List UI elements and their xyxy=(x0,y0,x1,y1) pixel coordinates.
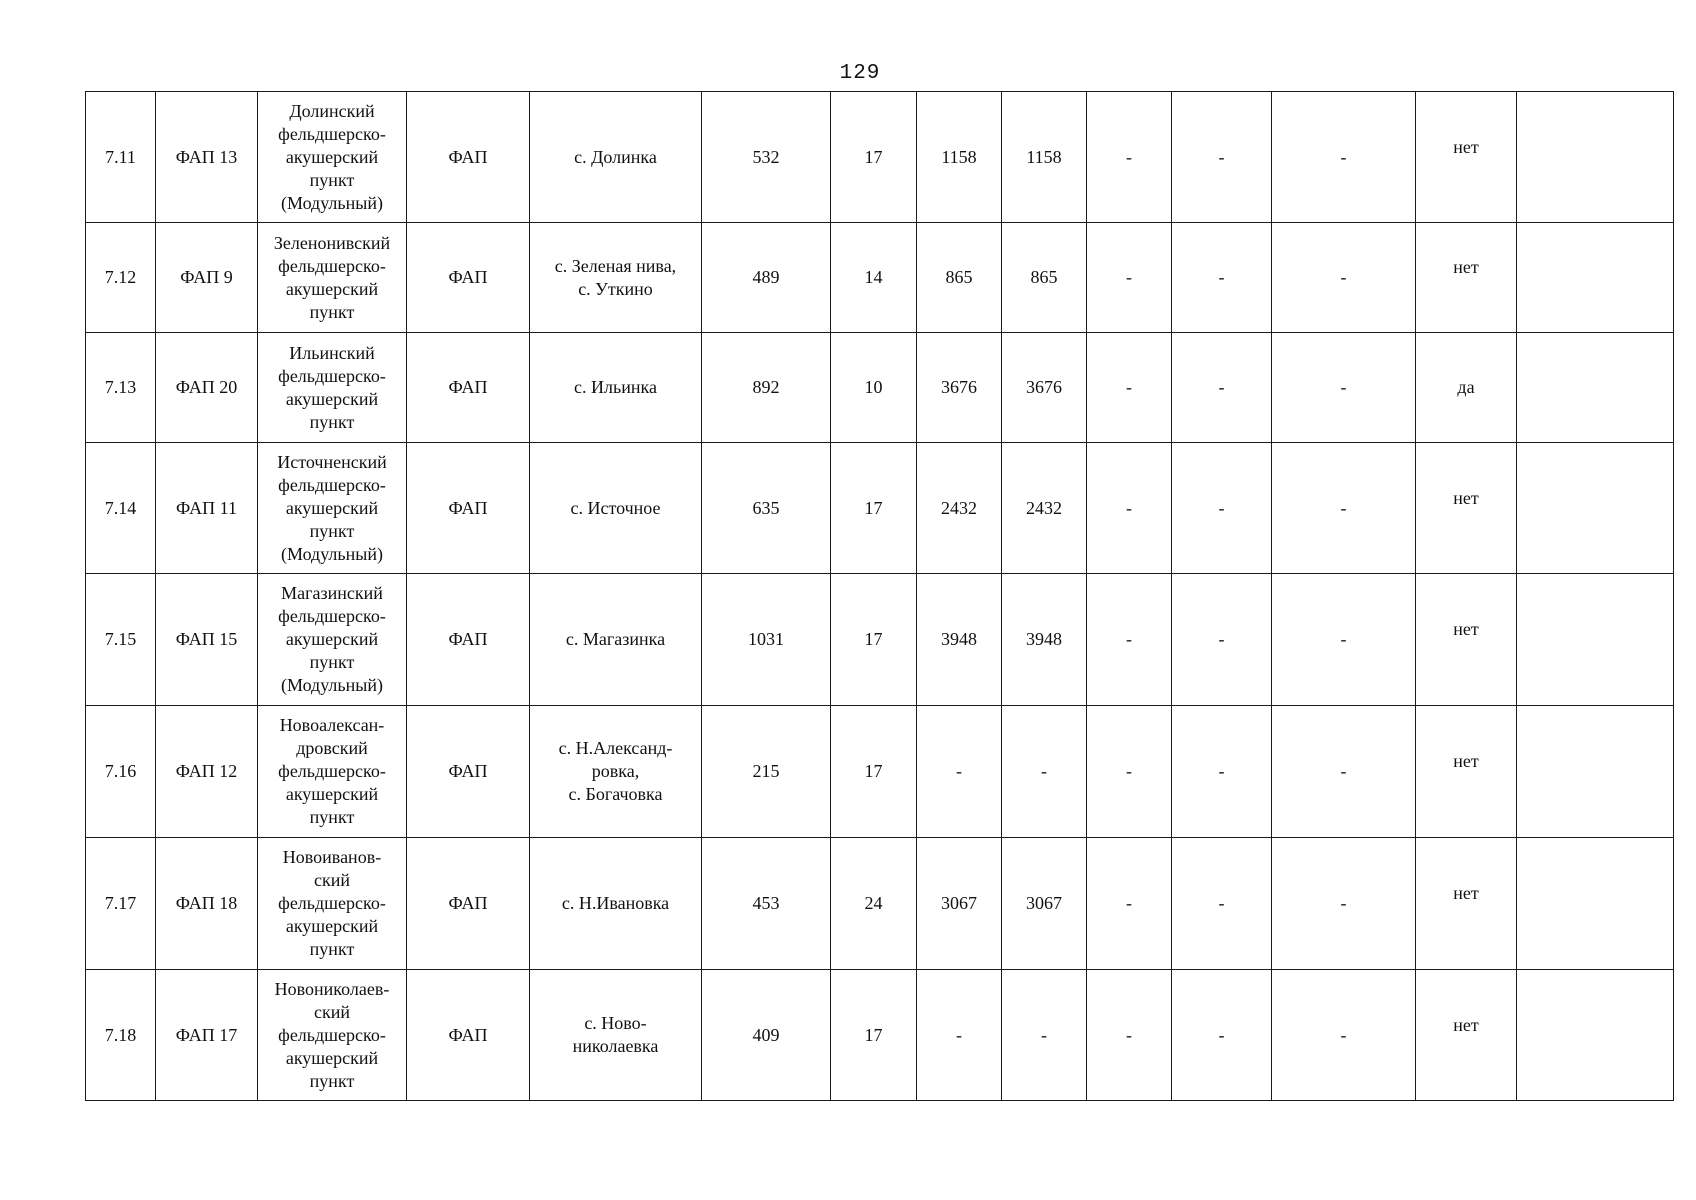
value-2-cell-text: 865 xyxy=(1030,267,1058,287)
value-4-cell xyxy=(1172,574,1272,706)
note-cell xyxy=(1517,706,1674,838)
locality-cell-line: с. Ново- xyxy=(584,1013,647,1033)
table-row xyxy=(86,333,1674,443)
value-3-cell xyxy=(1087,92,1172,223)
population-cell-text: 215 xyxy=(752,761,780,781)
facility-name-cell-line: акушерский xyxy=(285,497,379,518)
facility-type-cell xyxy=(407,92,530,223)
flag-cell-text: нет xyxy=(1453,619,1479,639)
value-4-cell xyxy=(1172,223,1272,333)
table-row xyxy=(86,443,1674,574)
population-cell xyxy=(702,838,831,970)
facility-code-cell xyxy=(156,92,258,223)
value-4-cell-text: - xyxy=(1218,267,1225,287)
facility-name-cell-line: акушерский xyxy=(285,916,379,936)
value-3-cell xyxy=(1087,333,1172,443)
locality-cell-line: с. Уткино xyxy=(578,278,653,299)
value-2-cell xyxy=(1002,970,1087,1101)
flag-cell-text: нет xyxy=(1453,136,1479,157)
facility-type-cell-text: ФАП xyxy=(448,377,488,397)
facility-type-cell xyxy=(407,333,530,443)
flag-cell xyxy=(1416,223,1517,333)
facility-code-cell-text: ФАП 12 xyxy=(175,761,238,781)
value-5-cell xyxy=(1272,443,1416,574)
locality-cell-line: николаевка xyxy=(572,1036,659,1056)
facility-type-cell xyxy=(407,574,530,706)
value-5-cell xyxy=(1272,574,1416,706)
flag-cell xyxy=(1416,574,1517,706)
value-2-cell-text: 3676 xyxy=(1026,377,1062,397)
facility-name-cell-line: пункт xyxy=(309,301,355,322)
population-cell xyxy=(702,92,831,223)
note-cell xyxy=(1517,223,1674,333)
facility-name-cell-line: Магазинский xyxy=(281,583,383,603)
facility-code-cell-text: ФАП 17 xyxy=(175,1024,238,1045)
value-1-cell-text: - xyxy=(956,1024,962,1045)
value-5-cell xyxy=(1272,333,1416,443)
facility-type-cell-text: ФАП xyxy=(448,1024,488,1045)
facility-name-cell xyxy=(258,223,407,333)
row-number-cell xyxy=(86,838,156,970)
flag-cell-text: нет xyxy=(1453,257,1479,277)
value-5-cell-text: - xyxy=(1340,761,1347,781)
distance-cell xyxy=(831,92,917,223)
value-4-cell-text: - xyxy=(1218,629,1225,649)
facility-name-cell-line: дровский xyxy=(296,738,368,758)
value-2-cell xyxy=(1002,706,1087,838)
value-4-cell xyxy=(1172,838,1272,970)
facility-name-cell xyxy=(258,92,407,223)
value-2-cell xyxy=(1002,223,1087,333)
value-3-cell xyxy=(1087,706,1172,838)
facility-name-cell-line: Новоалексан- xyxy=(279,715,385,735)
value-3-cell-text: - xyxy=(1126,761,1132,781)
flag-cell-text: нет xyxy=(1453,1014,1479,1035)
note-cell xyxy=(1517,443,1674,574)
flag-cell-text: нет xyxy=(1453,487,1479,508)
flag-cell xyxy=(1416,92,1517,223)
table-row xyxy=(86,223,1674,333)
table-row xyxy=(86,706,1674,838)
value-4-cell xyxy=(1172,970,1272,1101)
row-number-cell-text: 7.13 xyxy=(104,377,137,397)
facility-name-cell xyxy=(258,333,407,443)
facility-type-cell-text: ФАП xyxy=(448,629,488,649)
facility-code-cell-text: ФАП 11 xyxy=(176,497,237,518)
facility-name-cell-line: фельдшерско- xyxy=(278,761,386,781)
facility-name-cell-line: акушерский xyxy=(285,278,379,299)
facility-code-cell xyxy=(156,706,258,838)
distance-cell-text: 17 xyxy=(864,146,883,167)
facility-name-cell-line: Новоиванов- xyxy=(282,847,382,867)
facility-type-cell-text: ФАП xyxy=(448,893,488,913)
facility-code-cell-text: ФАП 15 xyxy=(175,629,238,649)
value-3-cell xyxy=(1087,970,1172,1101)
facility-code-cell xyxy=(156,443,258,574)
facility-type-cell-text: ФАП xyxy=(448,761,488,781)
distance-cell-text: 17 xyxy=(864,761,883,781)
facility-name-cell-line: пункт xyxy=(309,169,355,190)
locality-cell xyxy=(530,970,702,1101)
distance-cell xyxy=(831,838,917,970)
row-number-cell xyxy=(86,574,156,706)
facility-name-cell-line: (Модульный) xyxy=(281,675,383,695)
value-3-cell-text: - xyxy=(1126,893,1132,913)
flag-cell xyxy=(1416,838,1517,970)
facility-type-cell-text: ФАП xyxy=(448,267,488,287)
row-number-cell-text: 7.14 xyxy=(104,497,137,518)
value-2-cell xyxy=(1002,838,1087,970)
value-1-cell xyxy=(917,970,1002,1101)
value-4-cell-text: - xyxy=(1218,497,1225,518)
population-cell-text: 892 xyxy=(752,377,780,397)
distance-cell xyxy=(831,970,917,1101)
value-3-cell-text: - xyxy=(1126,267,1132,287)
locality-cell-line: с. Богачовка xyxy=(568,784,663,804)
row-number-cell-text: 7.15 xyxy=(104,629,137,649)
population-cell-text: 489 xyxy=(752,267,780,287)
locality-cell xyxy=(530,223,702,333)
flag-cell xyxy=(1416,443,1517,574)
locality-cell-line: ровка, xyxy=(591,761,640,781)
facility-name-cell xyxy=(258,838,407,970)
row-number-cell-text: 7.12 xyxy=(104,267,137,287)
population-cell xyxy=(702,574,831,706)
value-4-cell xyxy=(1172,92,1272,223)
value-4-cell-text: - xyxy=(1218,377,1225,397)
value-4-cell xyxy=(1172,706,1272,838)
value-2-cell-text: 2432 xyxy=(1026,497,1062,518)
facility-code-cell xyxy=(156,970,258,1101)
facility-name-cell-line: Зеленонивский xyxy=(273,232,391,253)
facility-name-cell-line: ский xyxy=(314,1001,350,1022)
table-row xyxy=(86,92,1674,223)
locality-cell-line: с. Источное xyxy=(570,497,661,518)
value-3-cell-text: - xyxy=(1126,377,1132,397)
locality-cell xyxy=(530,574,702,706)
value-3-cell-text: - xyxy=(1126,1024,1132,1045)
facility-name-cell xyxy=(258,443,407,574)
distance-cell-text: 14 xyxy=(864,267,883,287)
value-4-cell-text: - xyxy=(1218,146,1225,167)
value-3-cell xyxy=(1087,838,1172,970)
value-2-cell xyxy=(1002,333,1087,443)
facility-name-cell-line: Новониколаев- xyxy=(274,978,390,999)
value-5-cell-text: - xyxy=(1340,377,1347,397)
facility-name-cell-line: фельдшерско- xyxy=(278,893,386,913)
value-1-cell-text: 1158 xyxy=(941,146,977,167)
value-2-cell-text: - xyxy=(1041,761,1047,781)
value-4-cell-text: - xyxy=(1218,893,1225,913)
population-cell xyxy=(702,333,831,443)
row-number-cell-text: 7.17 xyxy=(104,893,137,913)
facility-name-cell xyxy=(258,706,407,838)
value-5-cell-text: - xyxy=(1340,629,1347,649)
facility-code-cell-text: ФАП 20 xyxy=(175,377,238,397)
facility-name-cell-line: пункт xyxy=(309,411,355,432)
note-cell xyxy=(1517,970,1674,1101)
note-cell xyxy=(1517,838,1674,970)
value-5-cell-text: - xyxy=(1340,893,1347,913)
row-number-cell-text: 7.18 xyxy=(104,1024,137,1045)
table-row xyxy=(86,838,1674,970)
facility-name-cell-line: фельдшерско- xyxy=(278,606,386,626)
distance-cell xyxy=(831,223,917,333)
value-3-cell xyxy=(1087,443,1172,574)
value-5-cell xyxy=(1272,223,1416,333)
value-2-cell xyxy=(1002,574,1087,706)
distance-cell-text: 17 xyxy=(864,629,883,649)
facility-code-cell-text: ФАП 18 xyxy=(175,893,238,913)
population-cell-text: 1031 xyxy=(748,629,784,649)
value-5-cell xyxy=(1272,970,1416,1101)
value-5-cell-text: - xyxy=(1340,146,1347,167)
facility-name-cell-line: фельдшерско- xyxy=(278,1024,386,1045)
facility-name-cell xyxy=(258,970,407,1101)
population-cell-text: 409 xyxy=(752,1024,780,1045)
flag-cell-text: нет xyxy=(1453,751,1479,771)
locality-cell xyxy=(530,92,702,223)
facility-name-cell-line: фельдшерско- xyxy=(278,123,386,144)
value-1-cell-text: 865 xyxy=(945,267,973,287)
population-cell xyxy=(702,706,831,838)
value-5-cell xyxy=(1272,92,1416,223)
facility-code-cell xyxy=(156,574,258,706)
facility-name-cell-line: акушерский xyxy=(285,146,379,167)
locality-cell xyxy=(530,706,702,838)
facility-type-cell-text: ФАП xyxy=(448,146,488,167)
population-cell xyxy=(702,223,831,333)
facility-code-cell xyxy=(156,838,258,970)
note-cell xyxy=(1517,574,1674,706)
value-1-cell xyxy=(917,706,1002,838)
value-5-cell-text: - xyxy=(1340,1024,1347,1045)
value-4-cell xyxy=(1172,443,1272,574)
row-number-cell-text: 7.16 xyxy=(104,761,137,781)
value-3-cell-text: - xyxy=(1126,497,1132,518)
row-number-cell xyxy=(86,443,156,574)
value-1-cell-text: 3067 xyxy=(941,893,977,913)
flag-cell xyxy=(1416,706,1517,838)
facility-code-cell xyxy=(156,223,258,333)
note-cell xyxy=(1517,92,1674,223)
value-4-cell-text: - xyxy=(1218,761,1225,781)
value-2-cell xyxy=(1002,92,1087,223)
facility-name-cell-line: фельдшерско- xyxy=(278,365,386,386)
value-3-cell xyxy=(1087,574,1172,706)
flag-cell-text: нет xyxy=(1453,883,1479,903)
facility-name-cell-line: пункт xyxy=(309,652,355,672)
distance-cell xyxy=(831,333,917,443)
value-2-cell xyxy=(1002,443,1087,574)
facility-name-cell-line: акушерский xyxy=(285,784,379,804)
facility-name-cell-line: пункт xyxy=(309,520,355,541)
facility-name-cell-line: ский xyxy=(314,870,350,890)
locality-cell-line: с. Магазинка xyxy=(565,629,666,649)
population-cell xyxy=(702,443,831,574)
facility-name-cell-line: (Модульный) xyxy=(281,192,383,213)
locality-cell xyxy=(530,443,702,574)
row-number-cell xyxy=(86,333,156,443)
distance-cell xyxy=(831,706,917,838)
facility-name-cell-line: пункт xyxy=(309,807,355,827)
distance-cell-text: 17 xyxy=(864,497,883,518)
facility-name-cell-line: Ильинский xyxy=(289,342,375,363)
facility-name-cell-line: (Модульный) xyxy=(281,543,383,564)
facility-type-cell xyxy=(407,706,530,838)
value-1-cell xyxy=(917,838,1002,970)
distance-cell-text: 17 xyxy=(864,1024,883,1045)
row-number-cell xyxy=(86,223,156,333)
facilities-table xyxy=(85,91,1674,1101)
value-5-cell-text: - xyxy=(1340,267,1347,287)
locality-cell xyxy=(530,838,702,970)
distance-cell xyxy=(831,443,917,574)
facility-name-cell-line: фельдшерско- xyxy=(278,474,386,495)
locality-cell xyxy=(530,333,702,443)
value-1-cell xyxy=(917,574,1002,706)
distance-cell xyxy=(831,574,917,706)
value-2-cell-text: 1158 xyxy=(1026,146,1062,167)
table-row xyxy=(86,970,1674,1101)
value-1-cell xyxy=(917,443,1002,574)
table-body xyxy=(86,92,1674,1101)
distance-cell-text: 24 xyxy=(864,893,883,913)
facility-name-cell-line: Долинский xyxy=(289,100,375,121)
value-2-cell-text: 3948 xyxy=(1026,629,1062,649)
facility-code-cell-text: ФАП 9 xyxy=(180,267,233,287)
value-1-cell-text: - xyxy=(956,761,962,781)
value-1-cell-text: 3676 xyxy=(941,377,977,397)
row-number-cell xyxy=(86,970,156,1101)
facility-name-cell-line: акушерский xyxy=(285,629,379,649)
value-3-cell-text: - xyxy=(1126,629,1132,649)
row-number-cell xyxy=(86,706,156,838)
facility-type-cell xyxy=(407,223,530,333)
value-5-cell xyxy=(1272,838,1416,970)
facility-type-cell-text: ФАП xyxy=(448,497,488,518)
facility-type-cell xyxy=(407,443,530,574)
flag-cell xyxy=(1416,970,1517,1101)
facility-name-cell-line: фельдшерско- xyxy=(278,255,386,276)
facility-code-cell-text: ФАП 13 xyxy=(175,146,238,167)
locality-cell-line: с. Зеленая нива, xyxy=(554,255,677,276)
flag-cell-text: да xyxy=(1457,377,1475,397)
page-number: 129 xyxy=(839,62,881,85)
facility-type-cell xyxy=(407,970,530,1101)
row-number-cell-text: 7.11 xyxy=(105,146,136,167)
value-3-cell-text: - xyxy=(1126,146,1132,167)
facility-type-cell xyxy=(407,838,530,970)
value-4-cell-text: - xyxy=(1218,1024,1225,1045)
note-cell xyxy=(1517,333,1674,443)
value-2-cell-text: - xyxy=(1041,1024,1047,1045)
value-3-cell xyxy=(1087,223,1172,333)
population-cell-text: 532 xyxy=(752,146,780,167)
value-1-cell-text: 2432 xyxy=(941,497,977,518)
row-number-cell xyxy=(86,92,156,223)
flag-cell xyxy=(1416,333,1517,443)
value-1-cell-text: 3948 xyxy=(941,629,977,649)
value-1-cell xyxy=(917,223,1002,333)
locality-cell-line: с. Ильинка xyxy=(574,377,657,397)
facility-name-cell xyxy=(258,574,407,706)
value-1-cell xyxy=(917,92,1002,223)
table-row xyxy=(86,574,1674,706)
locality-cell-line: с. Долинка xyxy=(574,146,657,167)
locality-cell-line: с. Н.Ивановка xyxy=(561,893,670,913)
distance-cell-text: 10 xyxy=(864,377,883,397)
locality-cell-line: с. Н.Александ- xyxy=(558,738,673,758)
facility-name-cell-line: Источненский xyxy=(277,451,387,472)
facility-code-cell xyxy=(156,333,258,443)
population-cell xyxy=(702,970,831,1101)
facility-name-cell-line: пункт xyxy=(309,1070,355,1091)
facility-name-cell-line: акушерский xyxy=(285,388,379,409)
population-cell-text: 453 xyxy=(752,893,780,913)
facility-name-cell-line: акушерский xyxy=(285,1047,379,1068)
value-4-cell xyxy=(1172,333,1272,443)
value-1-cell xyxy=(917,333,1002,443)
value-5-cell xyxy=(1272,706,1416,838)
population-cell-text: 635 xyxy=(752,497,780,518)
value-2-cell-text: 3067 xyxy=(1026,893,1062,913)
facility-name-cell-line: пункт xyxy=(309,939,355,959)
value-5-cell-text: - xyxy=(1340,497,1347,518)
